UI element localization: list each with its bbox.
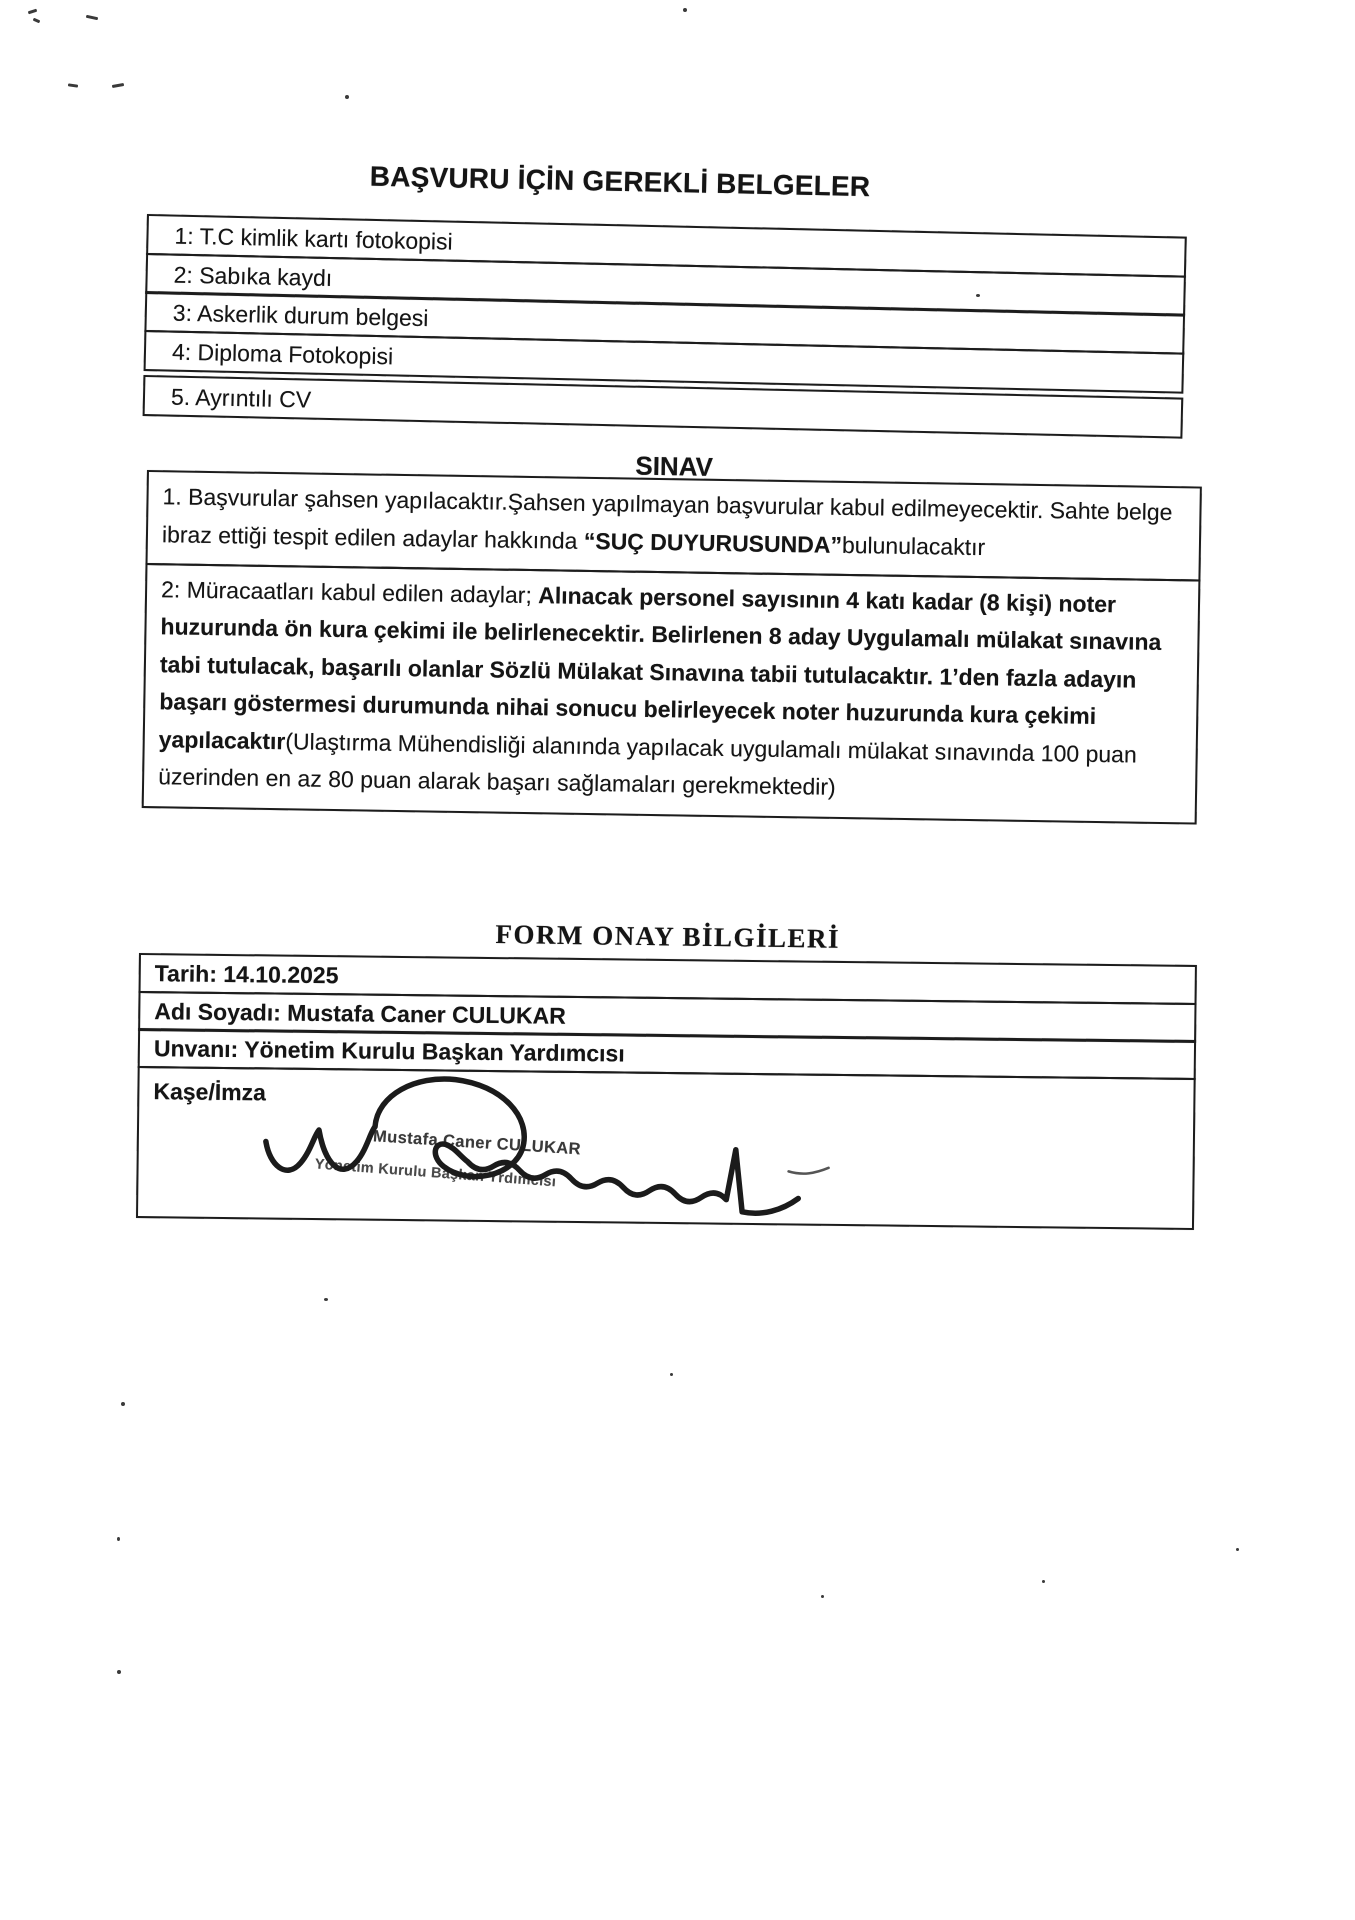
scan-speck	[345, 95, 349, 99]
exam-section-heading: SINAV	[635, 450, 714, 482]
exam-rule-text-bold: “SUÇ DUYURUSUNDA”	[583, 527, 843, 558]
scan-speck	[117, 1670, 121, 1674]
exam-rule-row	[142, 562, 1201, 824]
scan-speck	[86, 15, 98, 20]
required-doc-row: 4: Diploma Fotokopisi	[144, 329, 1185, 393]
approval-position-row: Unvanı: Yönetim Kurulu Başkan Yardımcısı	[138, 1028, 1196, 1080]
exam-rule-text: bulunulacaktır	[841, 531, 986, 560]
page-title: BAŞVURU İÇİN GEREKLİ BELGELER	[369, 160, 871, 203]
approval-name-row: Adı Soyadı: Mustafa Caner CULUKAR	[138, 990, 1196, 1042]
approval-date-row: Tarih: 14.10.2025	[139, 953, 1197, 1005]
exam-rule-text: 2: Müracaatları kabul edilen adaylar;	[160, 575, 539, 608]
required-doc-row: 1: T.C kimlik kartı fotokopisi	[146, 214, 1187, 278]
stamp-name-text: Mustafa Caner CULUKAR	[372, 1126, 582, 1158]
stamp-signature-label: Kaşe/İmza	[153, 1077, 267, 1105]
scan-speck	[821, 1595, 824, 1598]
required-doc-row: 3: Askerlik durum belgesi	[144, 291, 1185, 355]
scan-speck	[976, 294, 980, 297]
approval-info-table	[136, 953, 1197, 1229]
required-doc-row: 5. Ayrıntılı CV	[143, 374, 1184, 438]
required-documents-table	[143, 214, 1187, 438]
scan-speck	[33, 18, 41, 24]
scan-speck	[68, 83, 78, 87]
required-doc-row: 2: Sabıka kaydı	[145, 252, 1186, 316]
scan-speck	[1042, 1580, 1045, 1583]
scan-speck	[1236, 1548, 1239, 1551]
approval-section-heading: FORM ONAY BİLGİLERİ	[495, 918, 841, 954]
scan-speck	[121, 1402, 125, 1406]
scan-speck	[117, 1537, 120, 1541]
exam-rule-text-bold: Alınacak personel sayısının 4 katı kadar (8 kişi) noter huzurunda ön kura çekimi ile belirlenecektir. Belirlenen 8 aday Uygulamalı mülakat sınavına tabi tutulacak, başarılı olanlar Sözlü Mülakat Sınavına tabii tutulacaktır. 1’den fazla adayın başarı göstermesi durumunda nihai sonucu belirleyecek noter huzurunda kura çekimi yapılacaktır	[158, 581, 1162, 754]
stamp-title-text: Yönetim Kurulu Başkan Yrdımcısı	[314, 1155, 557, 1190]
exam-rule-text: 1. Başvurular şahsen yapılacaktır.Şahsen yapılmayan başvurular kabul edilmeyecektir. Sahte belge ibraz ettiği tespit edilen adaylar hakkında	[161, 483, 1173, 554]
scan-speck	[324, 1298, 328, 1301]
exam-rules-table	[142, 470, 1202, 824]
scan-speck	[683, 8, 687, 12]
scan-speck	[112, 83, 124, 88]
handwritten-signature	[238, 1069, 940, 1227]
approval-stamp-row	[136, 1065, 1196, 1229]
scan-speck	[28, 9, 37, 15]
exam-rule-text: (Ulaştırma Mühendisliği alanında yapılacak uygulamalı mülakat sınavında 100 puan üzerinden en az 80 puan alarak başarı sağlamaları gerekmektedir)	[157, 727, 1137, 800]
scan-speck	[670, 1373, 673, 1376]
